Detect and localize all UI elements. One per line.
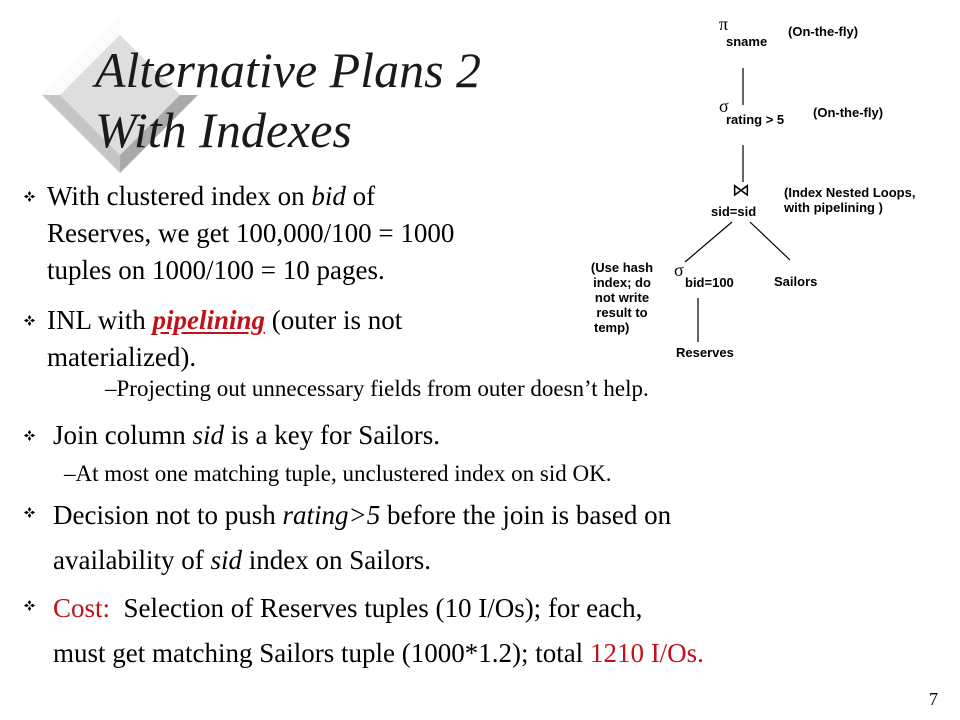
bullet-3 — [53, 417, 440, 454]
diamond-cluster-icon — [24, 600, 35, 611]
join-note — [784, 185, 915, 215]
reserves-leaf: Reserves — [676, 345, 734, 360]
bullet-1-italic: bid — [311, 181, 346, 211]
plan-tree — [560, 10, 960, 370]
pipelining-emphasis: pipelining — [152, 305, 266, 335]
selection2-note — [582, 260, 662, 335]
cost-label: Cost: — [53, 593, 111, 623]
bullet-4-text: before the join is based on — [380, 500, 672, 530]
diamond-cluster-icon — [24, 191, 35, 202]
bullet-2-text: INL with — [47, 305, 153, 335]
title-line-2: With Indexes — [95, 102, 352, 158]
join-symbol: ⋈ — [732, 180, 750, 200]
selection2-note-line: temp) — [594, 320, 630, 335]
bullet-3-text: is a key for Sailors. — [224, 420, 440, 450]
projection-label: sname — [726, 34, 768, 49]
bullet-4 — [53, 493, 671, 583]
projection-symbol: π — [719, 14, 729, 34]
selection2-symbol: σ — [674, 260, 684, 280]
bullet-2 — [47, 302, 567, 376]
diamond-cluster-icon — [24, 315, 35, 326]
selection2-note-line: result to — [596, 305, 648, 320]
join-label: sid=sid — [711, 204, 757, 219]
bullet-3-text: Join column — [53, 420, 193, 450]
bullet-3-italic: sid — [192, 420, 225, 450]
bullet-5-text: Selection of Reserves tuples (10 I/Os); for each, — [110, 593, 643, 623]
bullet-1-text: of — [345, 181, 376, 211]
join-note-line-2: with pipelining ) — [784, 200, 883, 215]
selection2-note-line: (Use hash — [590, 260, 654, 275]
bullet-1-text: With clustered index on — [47, 181, 312, 211]
diamond-cluster-icon — [24, 507, 35, 518]
page-number: 7 — [929, 689, 938, 709]
selection-symbol: σ — [719, 96, 729, 116]
total-cost: 1210 I/Os. — [589, 638, 704, 668]
bullet-2-text: (outer is not — [265, 305, 403, 335]
bullet-2-sub: –Projecting out unnecessary fields from outer doesn’t help. — [105, 376, 649, 401]
title-line-1: Alternative Plans 2 — [95, 42, 482, 98]
bullet-4-text: Decision not to push — [53, 500, 283, 530]
bullet-5-text: must get matching Sailors tuple (1000*1.2); total — [53, 638, 590, 668]
selection-note: (On-the-fly) — [813, 105, 884, 120]
selection2-note-line: index; do — [593, 275, 651, 290]
selection2-label: bid=100 — [685, 275, 734, 290]
bullet-1-line-3: tuples on 1000/100 = 10 pages. — [47, 255, 385, 285]
bullet-3-sub: –At most one matching tuple, unclustered index on sid OK. — [64, 461, 612, 486]
bullet-2-line-2: materialized). — [47, 342, 197, 372]
selection-label: rating > 5 — [726, 112, 785, 127]
sailors-leaf: Sailors — [774, 274, 818, 289]
join-note-line-1: (Index Nested Loops, — [784, 185, 916, 200]
bullet-1-line-2: Reserves, we get 100,000/100 = 1000 — [47, 218, 455, 248]
projection-note: (On-the-fly) — [788, 24, 859, 39]
selection2-note-line: not write — [594, 290, 650, 305]
bullet-4-text: index on Sailors. — [241, 545, 431, 575]
bullet-4-italic: rating>5 — [282, 500, 381, 530]
bullet-5 — [53, 586, 704, 676]
bullet-4-text: availability of — [53, 545, 211, 575]
diamond-cluster-icon — [24, 430, 35, 441]
slide-title — [95, 40, 615, 160]
bullet-1 — [47, 178, 567, 289]
bullet-4-italic: sid — [210, 545, 242, 575]
